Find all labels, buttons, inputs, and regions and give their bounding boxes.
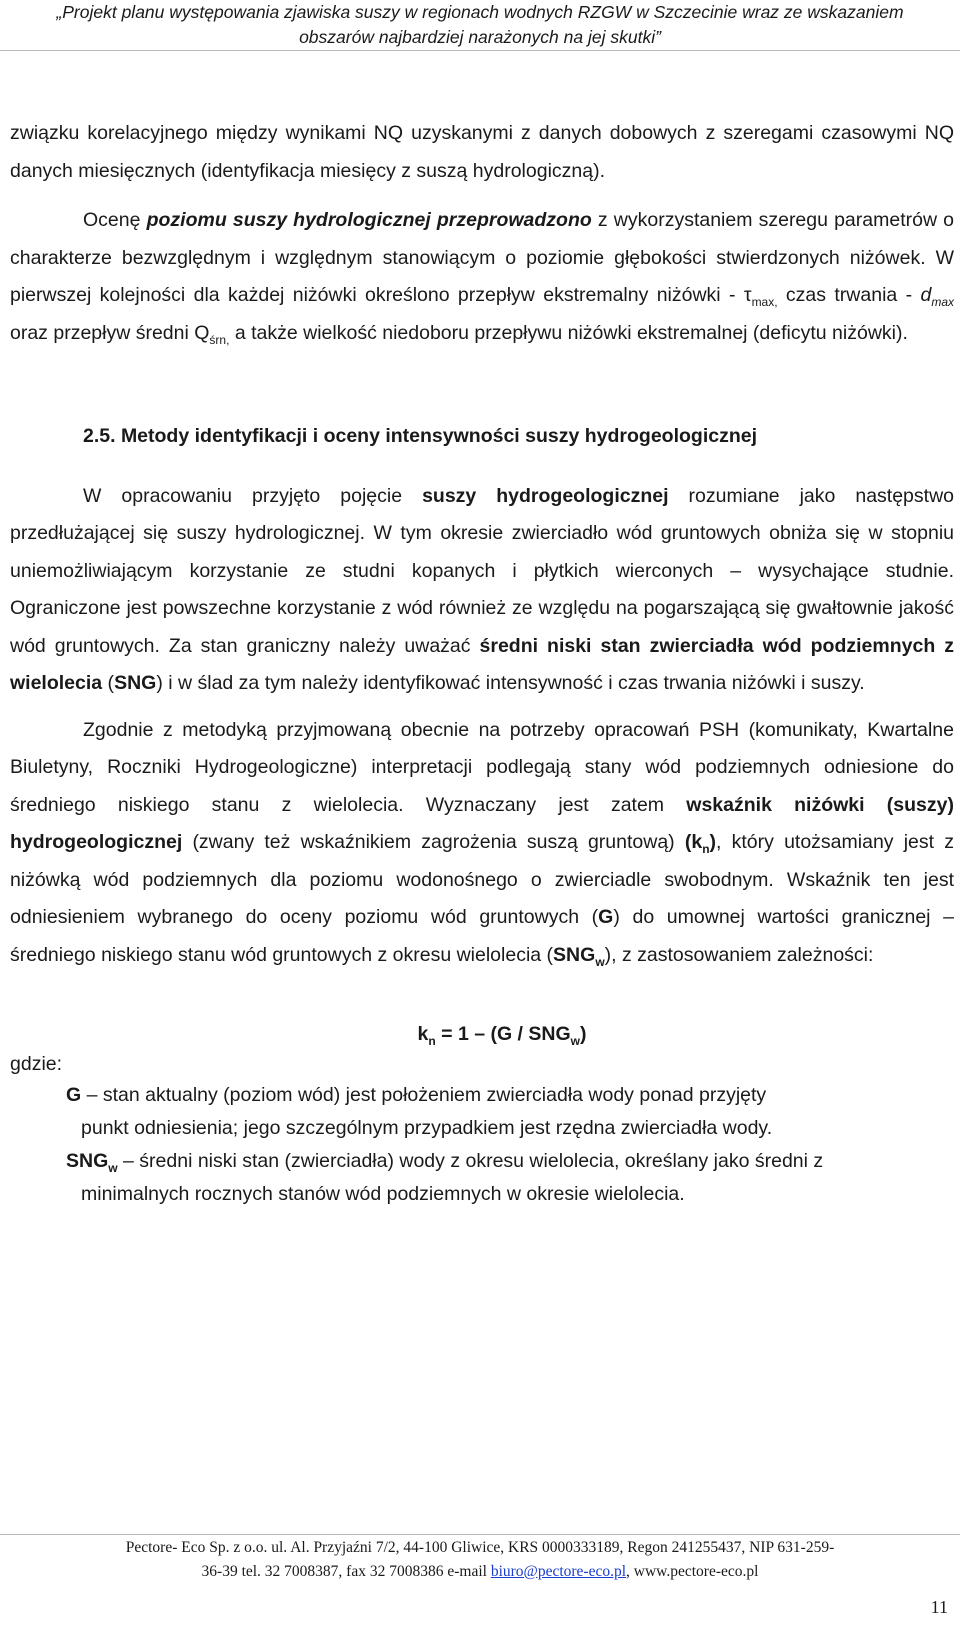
document-body (10, 115, 954, 1211)
paragraph-3: W opracowaniu przyjęto pojęcie suszy hydrogeologicznej rozumiane jako następstwo przedłużającej się suszy hydrologicznej. W tym okresie zwierciadło wód gruntowych obniża się w stopniu uniemożliwiającym korzystanie ze studni kopanych i płytkich wierconych – wysychające studnie. Ograniczone jest powszechne korzystanie z wód również ze względu na pogarszającą się gwałtownie jakość wód gruntowych. Za stan graniczny należy uważać średni niski stan zwierciadła wód podziemnych z wielolecia (SNG) i w ślad za tym należy identyfikować intensywność i czas trwania niżówki i suszy. (10, 484, 954, 694)
paragraph-2: Ocenę poziomu suszy hydrologicznej przeprowadzono z wykorzystaniem szeregu parametrów o charakterze bezwzględnym i względnym stanowiącym o poziomie głębokości stwierdzonych niżówek. W pierwszej kolejności dla każdej niżówki określono przepływ ekstremalny niżówki - $\tau_{max,}$ czas trwania - $d_{max}$ oraz przepływ średni $Q_{śrn,}$ a także wielkość niedoboru przepływu niżówki ekstremalnej (deficytu niżówki). (10, 209, 954, 347)
header-line-1: „Projekt planu występowania zjawiska suszy w regionach wodnych RZGW w Szczecinie wraz ze wskazaniem (56, 2, 904, 22)
document-footer (0, 1536, 960, 1584)
footer-line-2: 36-39 tel. 32 7008387, fax 32 7008386 e-mail biuro@pectore-eco.pl, www.pectore-eco.pl (201, 1563, 759, 1580)
paragraph-4: Zgodnie z metodyką przyjmowaną obecnie na potrzeby opracowań PSH (komunikaty, Kwartalne Biuletyny, Roczniki Hydrogeologiczne) interpretacji podlegają stany wód podziemnych odniesione do średniego niskiego stanu z wielolecia. Wyznaczany jest zatem wskaźnik niżówki (suszy) hydrogeologicznej (zwany też wskaźnikiem zagrożenia suszą gruntową) $(k_n)$, który utożsamiany jest z niżówką wód podziemnych dla poziomu wodonośnego o zwierciadle swobodnym. Wskaźnik ten jest odniesieniem wybranego do oceny poziomu wód gruntowych (G) do umownej wartości granicznej – średniego niskiego stanu wód gruntowych z okresu wielolecia $(SNG_w)$, z zastosowaniem zależności: (10, 718, 954, 969)
footer-divider (0, 1534, 960, 1535)
email-link[interactable]: biuro@pectore-eco.pl (490, 1563, 627, 1580)
definition-g: G – stan aktualny (poziom wód) jest położeniem zwierciadła wody ponad przyjęty punkt odniesienia; jego szczególnym przypadkiem jest rzędna zwierciadła wody. (66, 1084, 773, 1139)
document-header (0, 0, 960, 51)
definition-sngw: $SNG_w$ – średni niski stan (zwierciadła) wody z okresu wielolecia, określany jako średni z minimalnych rocznych stanów wód podziemnych w okresie wielolecia. (66, 1150, 824, 1205)
page-number: 11 (930, 1597, 948, 1617)
gdzie-label: gdzie: (10, 1053, 63, 1075)
section-heading: 2.5. Metody identyfikacji i oceny intensywności suszy hydrogeologicznej (83, 425, 758, 447)
paragraph-1: związku korelacyjnego między wynikami NQ uzyskanymi z danych dobowych z szeregami czasowymi NQ danych miesięcznych (identyfikacja miesięcy z suszą hydrologiczną). (10, 122, 954, 182)
formula: $k_n = 1 - (G / SNG_w)$ (417, 1023, 587, 1048)
emphasis-poziom-suszy: poziomu suszy hydrologicznej przeprowadzono (146, 209, 592, 231)
footer-line-1: Pectore- Eco Sp. z o.o. ul. Al. Przyjaźni 7/2, 44-100 Gliwice, KRS 0000333189, Regon 241255437, NIP 631-259- (125, 1539, 835, 1556)
header-line-2: obszarów najbardziej narażonych na jej skutki” (299, 27, 661, 47)
